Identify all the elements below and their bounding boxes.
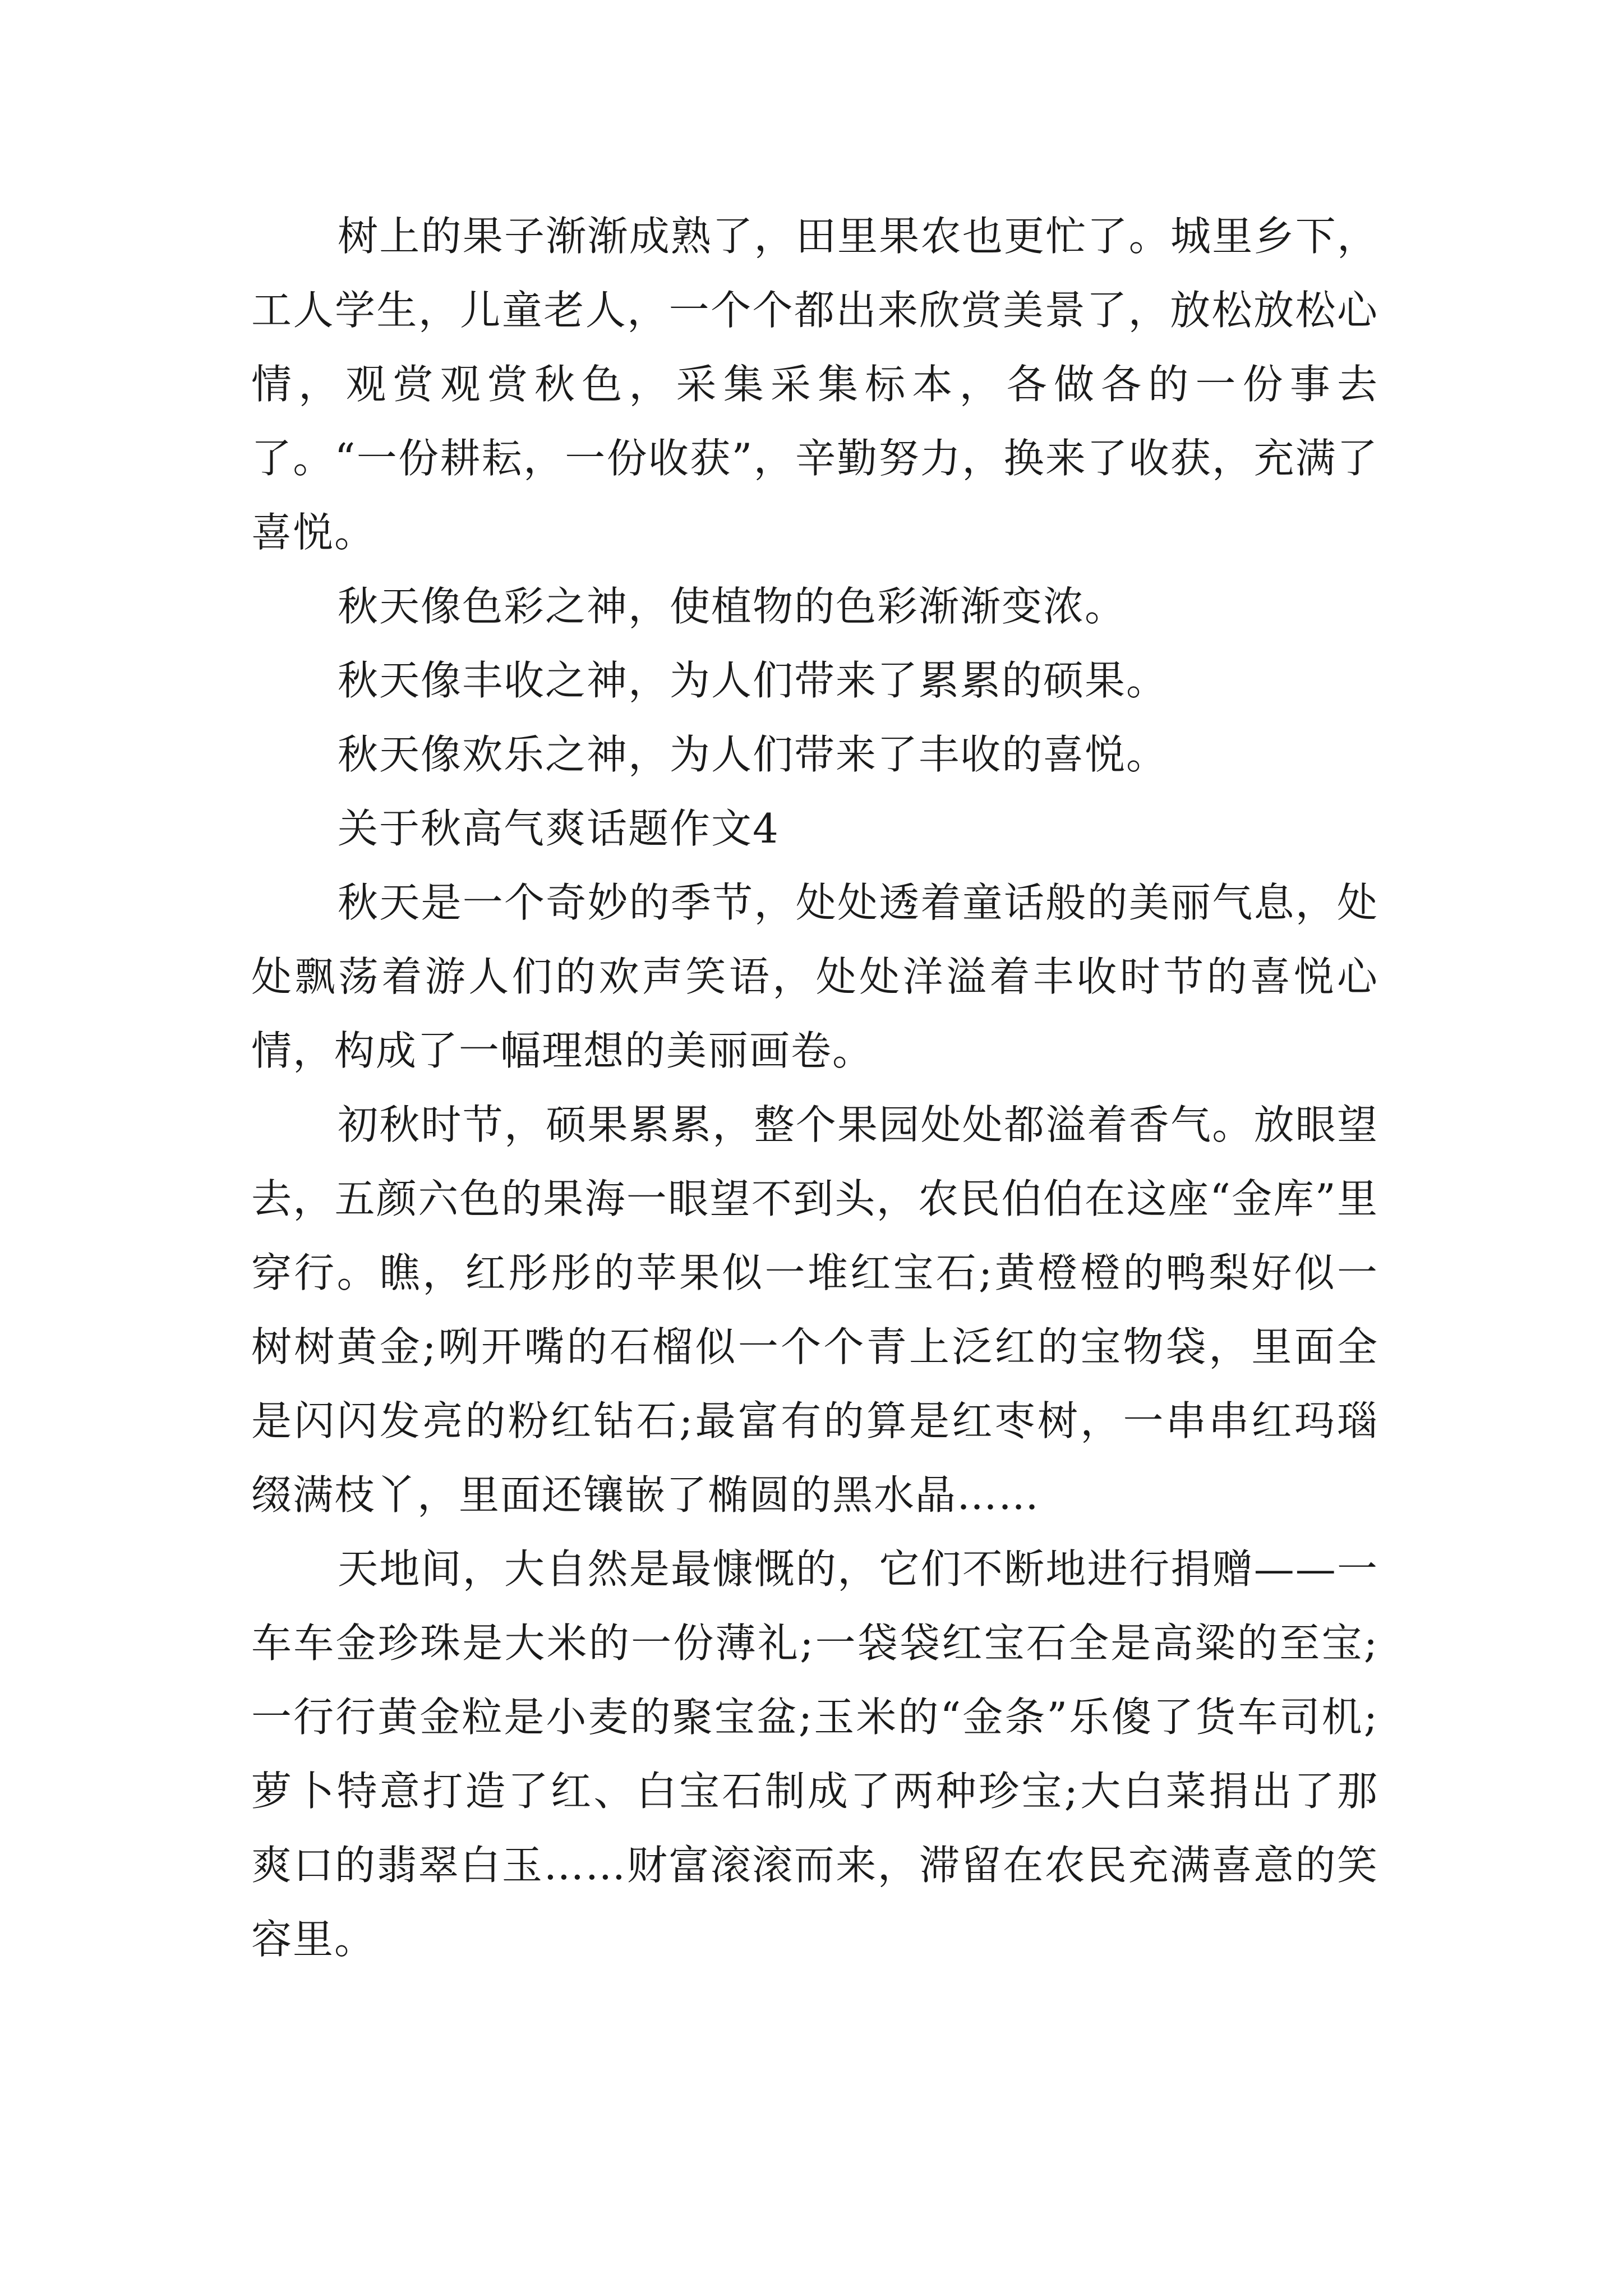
paragraph-early-autumn-orchard: 初秋时节，硕果累累，整个果园处处都溢着香气。放眼望去，五颜六色的果海一眼望不到头，农民伯伯在这座“金库”里穿行。瞧，红彤彤的苹果似一堆红宝石;黄橙橙的鸭梨好似一树树黄金;咧开嘴的石榴似一个个青上泛红的宝物袋，里面全是闪闪发亮的粉红钻石;最富有的算是红枣树，一串串红玛瑙缀满枝丫，里面还镶嵌了椭圆的黑水晶…… (251, 1101, 1378, 1519)
paragraph-harvest-busy: 树上的果子渐渐成熟了，田里果农也更忙了。城里乡下，工人学生，儿童老人，一个个都出来欣赏美景了，放松放松心情，观赏观赏秋色，采集采集标本，各做各的一份事去了。“一份耕耘，一份收获”，辛勤努力，换来了收获，充满了喜悦。 (251, 213, 1378, 556)
paragraph-god-of-color: 秋天像色彩之神，使植物的色彩渐渐变浓。 (338, 583, 1127, 630)
paragraph-wonderful-season: 秋天是一个奇妙的季节，处处透着童话般的美丽气息，处处飘荡着游人们的欢声笑语，处处洋溢着丰收时节的喜悦心情，构成了一幅理想的美丽画卷。 (251, 879, 1378, 1074)
document-body (251, 199, 1378, 1976)
paragraph-nature-donation: 天地间，大自然是最慷慨的，它们不断地进行捐赠——一车车金珍珠是大米的一份薄礼;一袋袋红宝石全是高粱的至宝;一行行黄金粒是小麦的聚宝盆;玉米的“金条”乐傻了货车司机;萝卜特意打造了红、白宝石制成了两种珍宝;大白菜捐出了那爽口的翡翠白玉……财富滚滚而来，滞留在农民充满喜意的笑容里。 (251, 1545, 1378, 1963)
paragraph-god-of-harvest: 秋天像丰收之神，为人们带来了累累的硕果。 (338, 657, 1168, 704)
section-heading: 关于秋高气爽话题作文4 (338, 805, 780, 852)
paragraph-god-of-joy: 秋天像欢乐之神，为人们带来了丰收的喜悦。 (338, 731, 1168, 778)
